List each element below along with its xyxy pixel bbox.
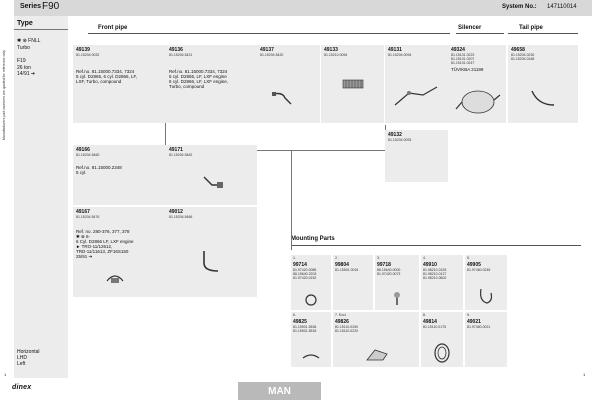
mount-index: 9. <box>467 313 470 317</box>
part-ref: 81.15204.5460 <box>76 153 100 157</box>
nut-icon <box>304 293 318 307</box>
system-number-label: System No.: <box>502 4 537 10</box>
variant: Turbo <box>17 45 30 51</box>
mount-code: 99718 <box>377 262 391 268</box>
part-card-49136[interactable] <box>166 45 257 123</box>
part-card-49139[interactable] <box>73 45 166 123</box>
mount-index: 5. <box>467 256 470 260</box>
bolt-icon <box>389 291 405 307</box>
note-line: 5 cyl. D2865, 6 cyl. D2866, LF, <box>76 74 138 79</box>
part-code: 49166 <box>76 147 90 153</box>
part-card-49324[interactable] <box>448 45 506 123</box>
note-line: 5 cyl. D2865, LF, LXF engine <box>169 74 227 79</box>
mount-ref: 81.15110.0250 81.15110.0220 <box>335 325 359 333</box>
connector <box>291 150 292 250</box>
type-label: Type <box>17 20 33 27</box>
part-card-49131[interactable] <box>385 45 448 123</box>
part-ref: 81.15204.0230 81.15204.0168 <box>511 53 535 61</box>
dinex-logo: dinex <box>12 384 32 391</box>
part-code: 49012 <box>169 209 183 215</box>
part-note <box>76 229 134 259</box>
disclaimer-vertical: Manufacturers part numbers are quoted for reference only <box>2 50 6 140</box>
vehicle-info-line: 26 ton <box>17 64 31 71</box>
section-tail-pipe: Tail pipe <box>519 25 543 31</box>
mount-code: 99804 <box>335 262 349 268</box>
part-note <box>76 69 137 84</box>
type-divider <box>14 29 68 30</box>
part-ref: 81.15204.0093 <box>388 138 412 142</box>
note-line: Ref.no. 81.15000.2348 <box>76 165 122 170</box>
flag-line: ✱ ⊗ FNLL <box>17 38 41 44</box>
ring-clamp-icon <box>432 342 452 364</box>
silencer-icon <box>454 85 502 119</box>
part-code: 49136 <box>169 47 183 53</box>
mount-index: 7. Excl. <box>335 313 347 317</box>
flex-pipe-icon <box>341 77 365 91</box>
part-note <box>169 69 228 89</box>
note-line: TRD-11/11613, ZF16S150 <box>76 249 129 254</box>
section-front-pipe: Front pipe <box>98 25 128 31</box>
mount-ref: 81.15501.5536 81.15501.5518 <box>293 325 317 333</box>
vehicle-info-line: F19 <box>17 58 26 64</box>
mount-card-49910[interactable] <box>421 255 463 310</box>
mount-code: 49910 <box>423 262 437 268</box>
note-line: Turbo, compound <box>169 84 205 89</box>
part-code: 49137 <box>260 47 274 53</box>
part-card-49167[interactable] <box>73 207 166 297</box>
part-code: 49132 <box>388 132 402 138</box>
bracket-icon <box>363 346 391 364</box>
pipe-clamp-icon <box>103 269 127 287</box>
orientation-line: Horizontal <box>17 349 40 355</box>
note-line: Ref. no. 280-376, 377, 378 <box>76 229 130 234</box>
part-code: 49139 <box>76 47 90 53</box>
hanger-icon <box>477 285 495 307</box>
part-ref: 81.15204.5420 <box>260 53 284 57</box>
part-card-49171[interactable] <box>166 145 257 205</box>
part-note <box>76 165 122 175</box>
mounting-divider <box>291 245 581 246</box>
note-line: 6 Cyl. D2866 LF, LXF engine <box>76 239 134 244</box>
mount-card-49905[interactable] <box>465 255 507 310</box>
part-card-49658[interactable] <box>508 45 578 123</box>
mount-ref: 81.15110.0175 <box>423 325 447 329</box>
gasket-icon <box>301 350 321 362</box>
mount-ref: 81.15501.0015 <box>335 268 359 272</box>
part-card-49012[interactable] <box>166 207 257 297</box>
part-card-49166[interactable] <box>73 145 166 205</box>
part-note: TÜV/KBA 21199 <box>451 67 484 72</box>
orientation-line: LHD <box>17 355 28 361</box>
series-value: F90 <box>42 1 60 12</box>
mount-index: 2. <box>335 256 338 260</box>
mount-card-99804[interactable] <box>333 255 373 310</box>
pipe-bend-icon <box>198 247 226 277</box>
mount-card-49814[interactable] <box>421 312 463 367</box>
mount-index: 6. <box>293 313 296 317</box>
mount-code: 49826 <box>335 319 349 325</box>
part-ref: 81.15204.5462 <box>169 153 193 157</box>
front-pipe-divider <box>88 33 450 34</box>
mount-ref: 81.97460.0021 <box>467 325 491 329</box>
note-line: 5 cyl. <box>76 170 87 175</box>
mount-ref: 81.97420.0085 86.15640.2203 81.97420.0152 <box>293 268 317 280</box>
section-silencer: Silencer <box>458 25 482 31</box>
pipe-bend-icon <box>271 90 297 106</box>
page-number-left: 1 <box>4 372 7 377</box>
orientation-line: Left <box>17 361 26 367</box>
mount-ref: 81.97460.0245 <box>467 268 491 272</box>
part-ref: 81.15204.0094 <box>388 53 412 57</box>
part-ref: 81.15210.0054 <box>324 53 348 57</box>
note-line: Ref.no. 81.15000.7334, 7324 <box>169 69 228 74</box>
note-line: 25/91 ➔ <box>76 254 93 259</box>
mount-index: 3. <box>377 256 380 260</box>
mount-card-49826[interactable] <box>333 312 419 367</box>
mount-code: 49814 <box>423 319 437 325</box>
part-ref: 81.15204.0032 <box>76 53 100 57</box>
mount-card-49825[interactable] <box>291 312 331 367</box>
part-ref: 81.15204.5421 <box>169 53 193 57</box>
mount-code: 49021 <box>467 319 481 325</box>
tail-pipe-divider <box>508 33 578 34</box>
part-ref: 81.15101.0223 81.15101.0207 81.15101.0247 <box>451 53 475 65</box>
brand-label: MAN <box>238 382 321 400</box>
pipe-section-icon <box>393 83 439 109</box>
mount-code: 99714 <box>293 262 307 268</box>
part-code: 49171 <box>169 147 183 153</box>
mount-ref: 86.15640.0000 81.97420.0073 <box>377 268 401 276</box>
part-code: 49324 <box>451 47 465 53</box>
note-line: Ref.no. 81.15000.7334, 7324 <box>76 69 135 74</box>
mount-card-49021[interactable] <box>465 312 507 367</box>
mount-code: 49905 <box>467 262 481 268</box>
pipe-elbow-icon <box>200 173 226 195</box>
vehicle-info-line: 14/91 ➔ <box>17 71 36 77</box>
note-line: LXF, Turbo, compound <box>76 79 122 84</box>
page-number: 1 <box>583 372 586 377</box>
part-ref: 81.15204.5466 <box>169 215 193 219</box>
vehicle-info <box>17 58 35 78</box>
note-line: ✱ ⊗ 6- <box>76 234 91 239</box>
note-line: 6 cyl. D2866, LF, LXF engine, <box>169 79 229 84</box>
mount-code: 49825 <box>293 319 307 325</box>
series-label: Series <box>20 3 42 10</box>
silencer-divider <box>456 33 504 34</box>
part-code: 49167 <box>76 209 90 215</box>
part-code: 49131 <box>388 47 402 53</box>
section-mounting-parts: Mounting Parts <box>291 236 335 242</box>
part-code: 49658 <box>511 47 525 53</box>
orientation-info <box>17 349 40 367</box>
part-code: 49133 <box>324 47 338 53</box>
note-line: ► TRO-11/12612, <box>76 244 113 249</box>
mount-card-99714[interactable] <box>291 255 331 310</box>
system-number-value: 147110014 <box>547 4 577 10</box>
mount-ref: 81.98210.0153 81.98210.0127 81.98210.0602 <box>423 268 447 280</box>
mount-index: 4. <box>423 256 426 260</box>
tail-pipe-icon <box>528 87 558 109</box>
part-card-49137[interactable] <box>257 45 320 123</box>
mount-index: 8. <box>423 313 426 317</box>
part-ref: 81.15204.5476 <box>76 215 100 219</box>
part-card-49133[interactable] <box>321 45 384 123</box>
mount-index: 1. <box>293 256 296 260</box>
mount-card-99718[interactable] <box>375 255 419 310</box>
part-card-49132[interactable] <box>385 130 448 182</box>
